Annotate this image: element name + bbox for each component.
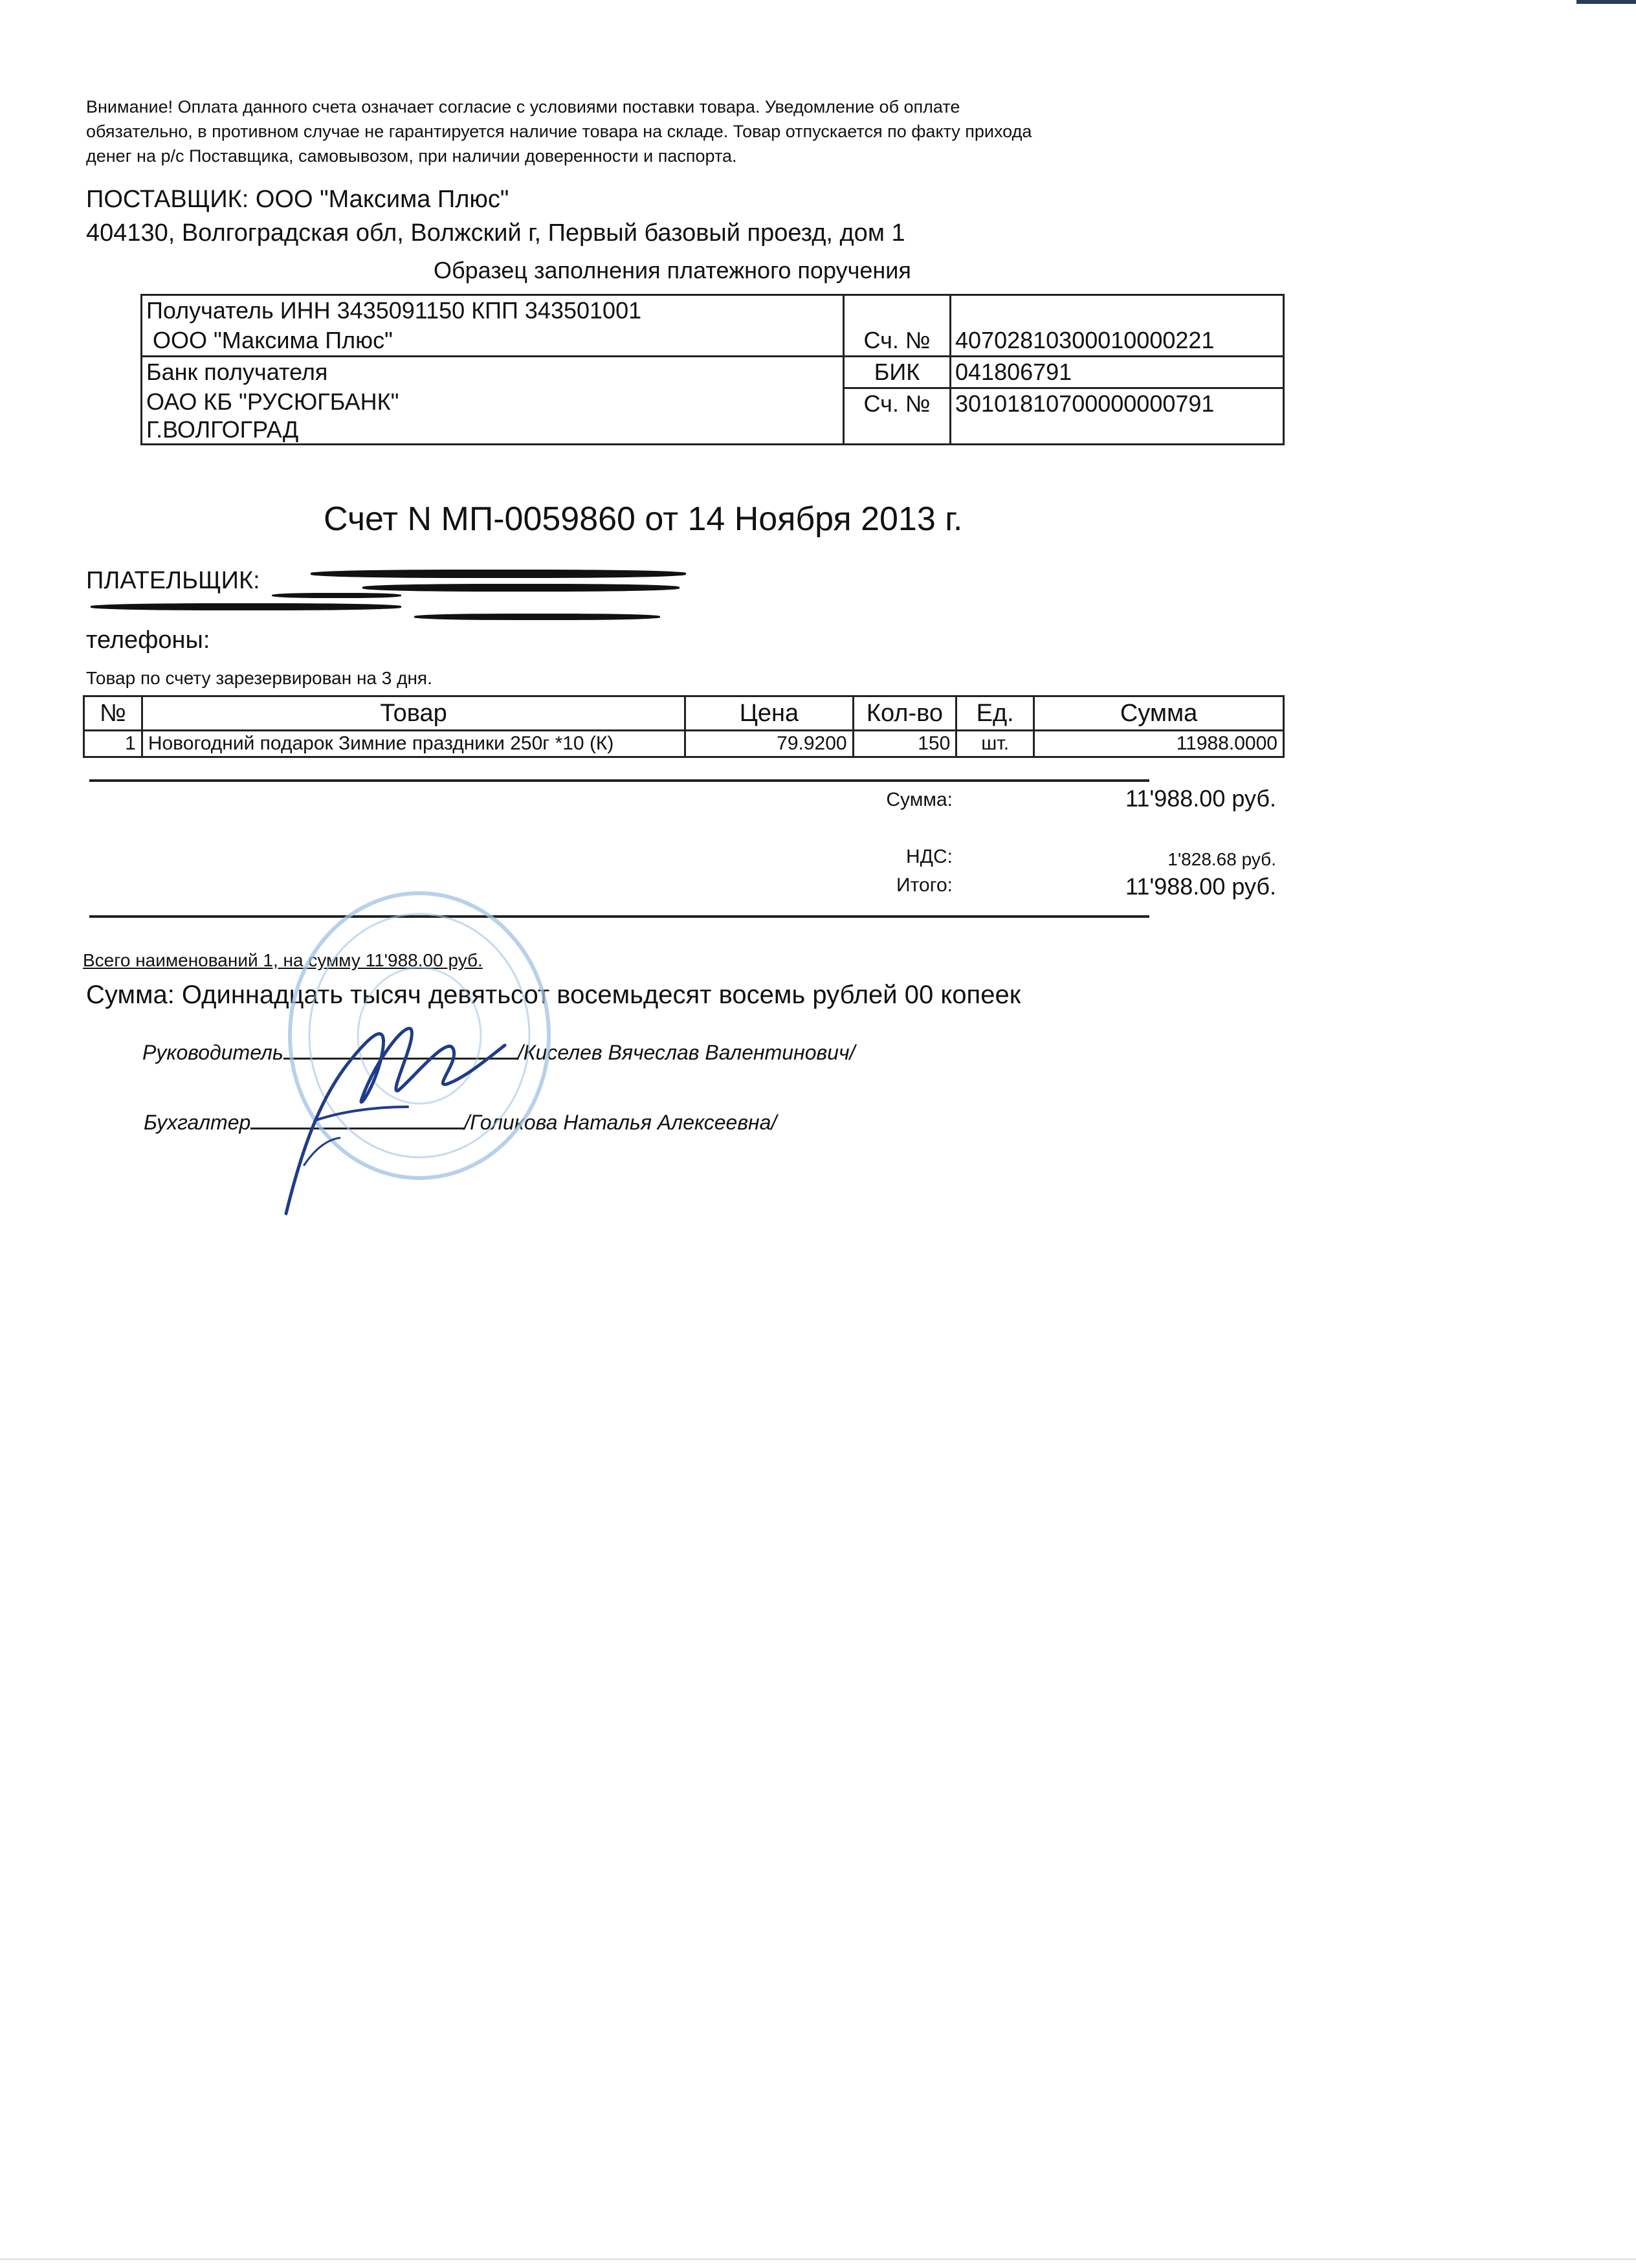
account-label: Сч. № xyxy=(844,295,951,357)
items-table xyxy=(83,695,1285,758)
bik-value: 041806791 xyxy=(951,357,1284,388)
vat-label: НДС: xyxy=(906,846,953,867)
bank-city: Г.ВОЛГОГРАД xyxy=(146,416,299,443)
notice-line-3: денег на р/с Поставщика, самовывозом, при наличии доверенности и паспорта. xyxy=(86,146,737,166)
corr-account-label: Сч. № xyxy=(844,388,951,445)
items-header-row xyxy=(84,696,1284,731)
payment-notice xyxy=(86,94,1290,168)
col-qty-header: Кол-во xyxy=(853,696,956,731)
supplier-address: 404130, Волгоградская обл, Волжский г, Первый базовый проезд, дом 1 xyxy=(86,219,905,247)
recipient-cell xyxy=(142,295,844,357)
recipient-line: Получатель ИНН 3435091150 КПП 343501001 xyxy=(146,297,642,324)
vat-value: 1'828.68 руб. xyxy=(1167,849,1276,869)
row-price: 79.9200 xyxy=(685,731,853,757)
items-total-summary: Всего наименований 1, на сумму 11'988.00 руб. xyxy=(83,950,483,970)
invoice-title: Счет N МП-0059860 от 14 Ноября 2013 г. xyxy=(324,500,963,538)
bank-cell xyxy=(142,357,844,445)
row-sum: 11988.0000 xyxy=(1034,731,1284,757)
col-number-header: № xyxy=(84,696,142,731)
corr-account-value: 30101810700000000791 xyxy=(951,388,1284,445)
divider-bottom xyxy=(89,915,1149,918)
recipient-name: ООО "Максима Плюс" xyxy=(146,327,393,353)
row-number: 1 xyxy=(84,731,142,757)
reservation-note: Товар по счету зарезервирован на 3 дня. xyxy=(86,668,432,688)
bank-details-table xyxy=(140,294,1285,445)
scan-edge-mark xyxy=(1576,0,1636,4)
bik-label: БИК xyxy=(844,357,951,388)
head-name: /Киселев Вячеслав Валентинович/ xyxy=(517,1041,856,1064)
amount-in-words: Сумма: Одиннадцать тысяч девятьсот восемьдесят восемь рублей 00 копеек xyxy=(86,981,1021,1009)
accountant-name: /Голикова Наталья Алексеевна/ xyxy=(464,1111,777,1134)
notice-line-1: Внимание! Оплата данного счета означает согласие с условиями поставки товара. Уведомление об оплате xyxy=(86,97,960,117)
payer-label: ПЛАТЕЛЬЩИК: xyxy=(86,567,260,594)
row-qty: 150 xyxy=(853,731,956,757)
row-unit: шт. xyxy=(956,731,1034,757)
total-value: 11'988.00 руб. xyxy=(1125,873,1276,900)
bank-name: ОАО КБ "РУСЮГБАНК" xyxy=(146,388,399,415)
scan-bottom-edge xyxy=(0,2258,1636,2260)
phones-label: телефоны: xyxy=(86,627,210,654)
supplier-line: ПОСТАВЩИК: ООО "Максима Плюс" xyxy=(86,186,509,213)
accountant-label: Бухгалтер xyxy=(144,1111,251,1134)
col-sum-header: Сумма xyxy=(1034,696,1284,731)
col-price-header: Цена xyxy=(685,696,853,731)
row-product: Новогодний подарок Зимние праздники 250г *10 (К) xyxy=(142,731,685,757)
account-value: 40702810300010000221 xyxy=(951,295,1284,357)
col-product-header: Товар xyxy=(142,696,685,731)
total-label: Итого: xyxy=(896,874,953,896)
bank-label: Банк получателя xyxy=(146,359,328,385)
divider-top xyxy=(89,779,1149,782)
col-unit-header: Ед. xyxy=(956,696,1034,731)
payment-sample-title: Образец заполнения платежного поручения xyxy=(434,257,911,284)
sum-label: Сумма: xyxy=(886,789,953,810)
sum-value: 11'988.00 руб. xyxy=(1125,785,1276,812)
table-row xyxy=(84,731,1284,757)
notice-line-2: обязательно, в противном случае не гарантируется наличие товара на складе. Товар отпускается по факту прихода xyxy=(86,122,1032,141)
handwritten-signature xyxy=(278,984,518,1223)
head-label: Руководитель xyxy=(142,1041,283,1064)
